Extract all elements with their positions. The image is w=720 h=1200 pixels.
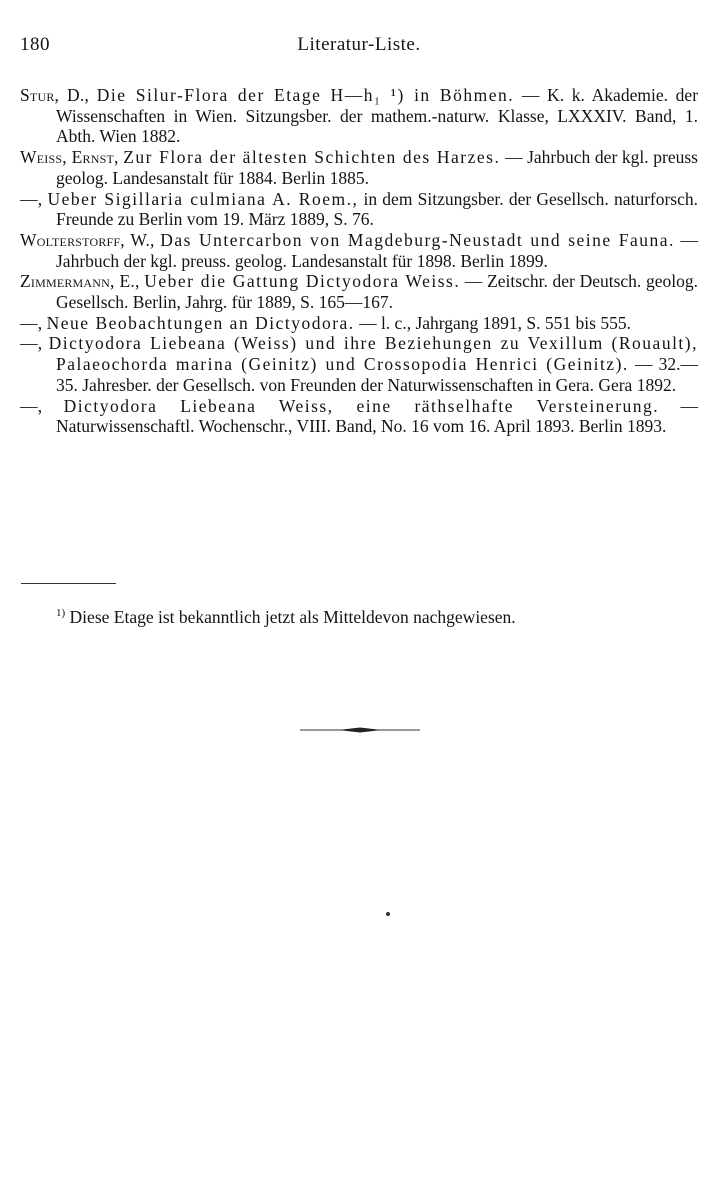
- entry-details: in dem Sitzungsber. der Gesellsch. naturforsch. Freunde zu Berlin vom 19. März 1889, S. 76.: [56, 188, 699, 230]
- entry-author: Weiss, Ernst,: [20, 147, 119, 168]
- entry-author: Stur, D.,: [20, 85, 90, 105]
- page-header: [20, 34, 698, 58]
- entry-details: — l. c., Jahrgang 1891, S. 551 bis 555.: [359, 312, 631, 333]
- bibliography-entry: [20, 396, 698, 437]
- bibliography-entry: [20, 313, 698, 334]
- entry-details: — K. k. Akademie. der Wissenschaften in Wien. Sitzungsber. der mathem.-naturw. Klasse, LXXXIV. Band, 1. Abth. Wien 1882.: [56, 85, 699, 147]
- bibliography-entry: [20, 189, 698, 230]
- footnote-divider: [21, 583, 116, 584]
- footnote-marker: 1): [56, 607, 66, 619]
- entry-title: Zur Flora der ältesten Schichten des Harzes.: [123, 147, 501, 168]
- entry-title: Die Silur-Flora der Etage H—h₁ ¹) in Böhmen.: [96, 85, 515, 105]
- page-number: 180: [20, 34, 50, 55]
- bibliography-entry: [20, 333, 698, 395]
- end-ornament-icon: [300, 724, 420, 736]
- entry-title: Neue Beobachtungen an Dictyodora.: [46, 312, 355, 333]
- entry-title: Dictyodora Liebeana (Weiss) und ihre Beziehungen zu Vexillum (Rouault), Palaeochorda marina (Geinitz) und Crossopodia Henrici (Geinitz).: [48, 333, 698, 375]
- entry-author: —,: [20, 312, 43, 333]
- entry-details: — Jahrbuch der kgl. preuss geolog. Landesanstalt für 1884. Berlin 1885.: [56, 147, 698, 188]
- entry-title: Ueber Sigillaria culmiana A. Roem.,: [47, 188, 359, 209]
- entry-details: — Naturwissenschaftl. Wochenschr., VIII. Band, No. 16 vom 16. April 1893. Berlin 1893.: [56, 395, 699, 437]
- bibliography-entry: [20, 230, 698, 271]
- entry-author: Zimmermann, E.,: [20, 271, 140, 292]
- entry-details: — Zeitschr. der Deutsch. geolog. Gesellsch. Berlin, Jahrg. für 1889, S. 165—167.: [56, 271, 699, 313]
- entry-details: — Jahrbuch der kgl. preuss. geolog. Landesanstalt für 1898. Berlin 1899.: [56, 229, 698, 271]
- footnote-text: Diese Etage ist bekanntlich jetzt als Mitteldevon nachgewiesen.: [69, 606, 516, 627]
- entry-author: —,: [20, 188, 43, 209]
- bibliography-entry: [20, 147, 698, 188]
- entry-author: —,: [20, 395, 43, 416]
- bibliography-list: [20, 85, 698, 437]
- bibliography-entry: [20, 85, 698, 147]
- entry-title: Das Untercarbon von Magdeburg-Neustadt und seine Fauna.: [160, 229, 675, 250]
- footnote: [56, 603, 696, 627]
- entry-author: —,: [20, 333, 43, 354]
- running-title: Literatur-Liste.: [297, 34, 421, 55]
- entry-details: — 32.—35. Jahresber. der Gesellsch. von Freunden der Naturwissenschaften in Gera. Gera 1892.: [56, 354, 698, 395]
- entry-title: Ueber die Gattung Dictyodora Weiss.: [144, 271, 461, 292]
- bibliography-entry: [20, 271, 698, 312]
- print-speck: [386, 912, 390, 916]
- entry-author: Wolterstorff, W.,: [20, 229, 155, 250]
- entry-title: Dictyodora Liebeana Weiss, eine räthselhafte Versteinerung.: [63, 395, 660, 416]
